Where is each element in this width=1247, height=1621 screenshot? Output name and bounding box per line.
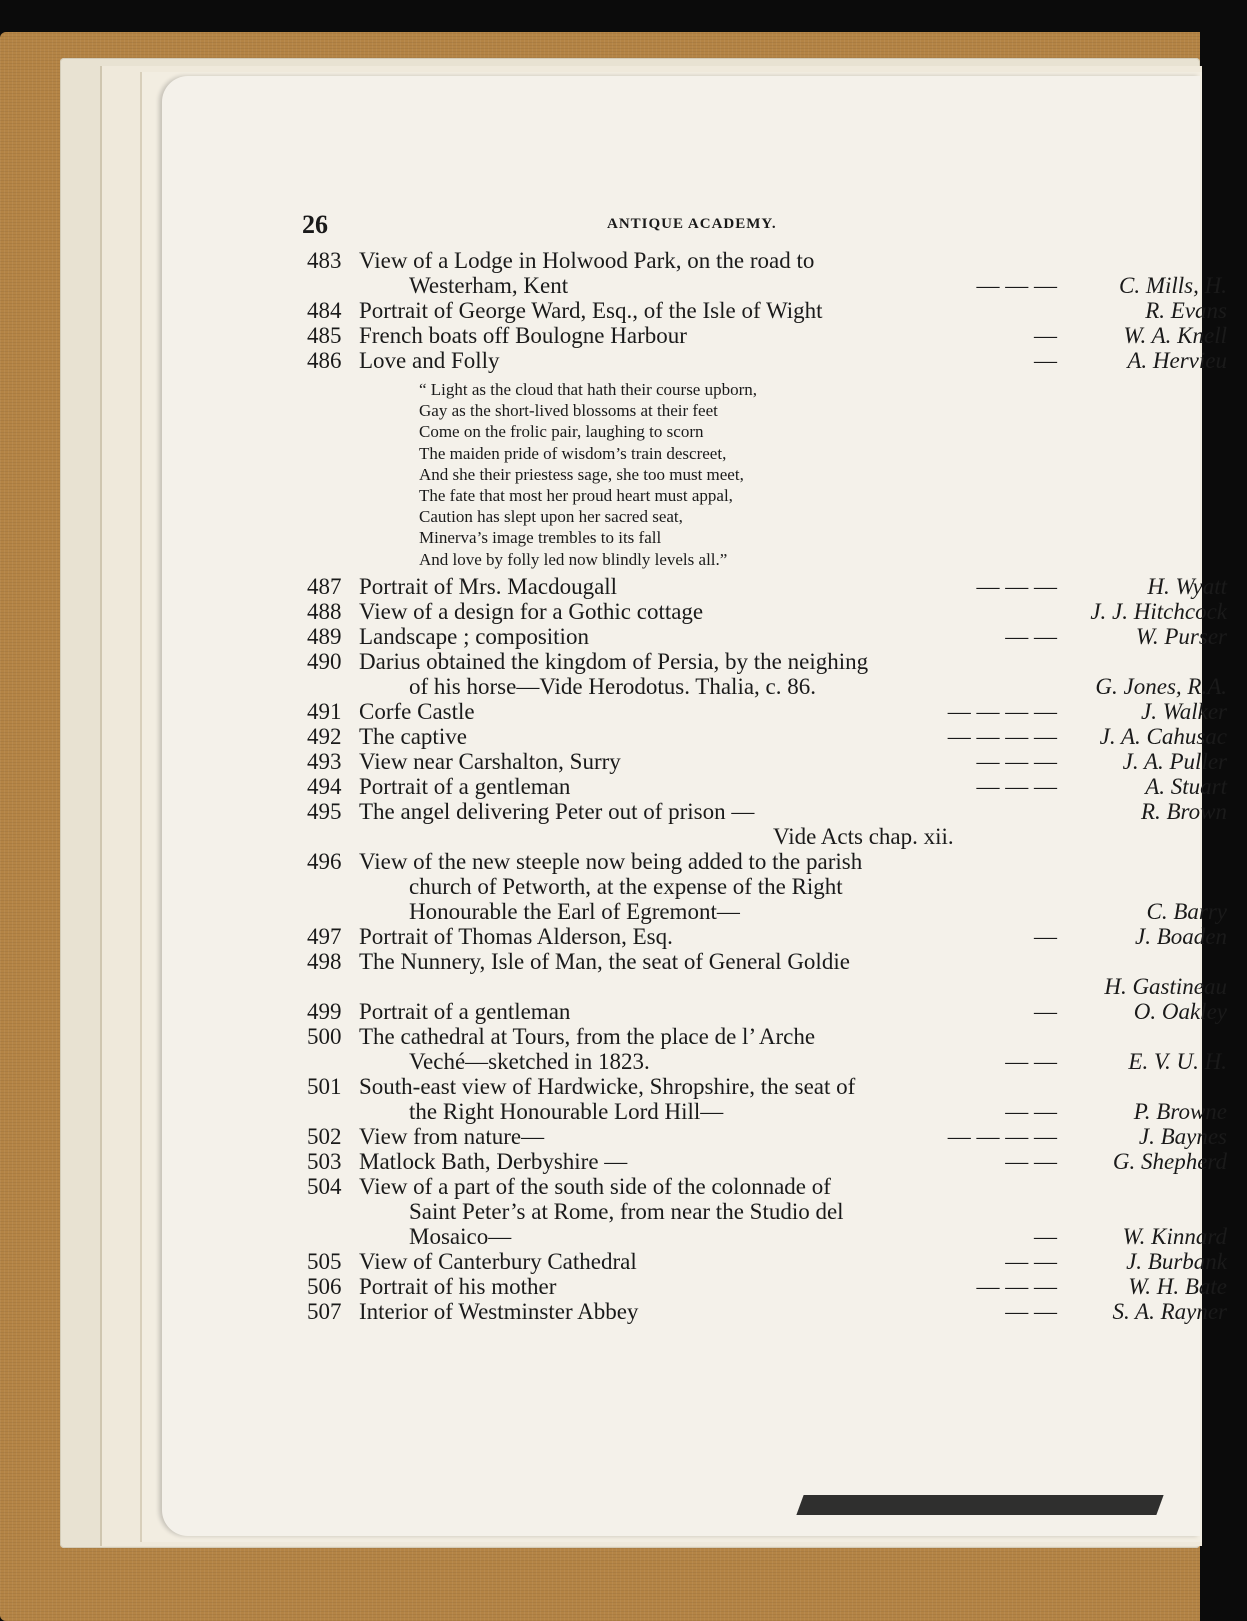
entry-number: 484: [307, 298, 342, 323]
catalogue-entry: [307, 1024, 1227, 1074]
catalogue-entry: [307, 924, 1227, 949]
entry-artist: J. Baynes: [1138, 1123, 1227, 1149]
entry-reference: Vide Acts chap. xii.: [773, 823, 954, 849]
poem-line: The maiden pride of wisdom’s train descreet,: [419, 443, 727, 463]
entry-continuation-line: [307, 674, 1227, 699]
entry-title: The angel delivering Peter out of prison —: [359, 798, 755, 824]
entry-title: Westerham, Kent: [409, 273, 569, 298]
entry-continuation-line: [307, 1049, 1227, 1074]
entry-continuation-line: [307, 1224, 1227, 1249]
entry-first-line: [307, 599, 1227, 624]
entry-dashes: — — —: [976, 273, 1057, 298]
entry-first-line: [307, 1174, 1227, 1199]
poem-line: The fate that most her proud heart must appal,: [419, 486, 733, 506]
catalogue-entry: [307, 1274, 1227, 1299]
entry-title: South-east view of Hardwicke, Shropshire, the seat of: [359, 1073, 856, 1099]
catalogue-entry: [307, 298, 1227, 323]
catalogue-entry: [307, 1249, 1227, 1274]
catalogue-entry: [307, 724, 1227, 749]
entry-title: Honourable the Earl of Egremont—: [409, 898, 740, 924]
entry-dashes: —: [1034, 998, 1057, 1024]
entry-artist: J. Burbank: [1126, 1248, 1227, 1274]
entry-number: 489: [307, 623, 342, 649]
entry-artist: A. Stuart: [1145, 773, 1227, 799]
entry-dashes: — —: [1005, 1098, 1057, 1124]
entry-dashes: — —: [1005, 1248, 1057, 1274]
entry-title: Portrait of a gentleman: [359, 773, 571, 799]
binding-shadow: [796, 1495, 1163, 1515]
catalogue-entry: [307, 799, 1227, 849]
entry-title: Portrait of George Ward, Esq., of the Isle of Wight: [359, 298, 823, 323]
catalogue-entry: [307, 323, 1227, 348]
entry-title: View of a design for a Gothic cottage: [359, 598, 704, 624]
catalogue-entry: [307, 774, 1227, 799]
entry-number: 487: [307, 573, 342, 599]
entry-artist: W. Kinnard: [1122, 1223, 1227, 1249]
entry-artist: C. Mills, H.: [1119, 273, 1227, 298]
entry-title: The captive: [359, 723, 467, 749]
entry-continuation-line: [307, 273, 1227, 298]
entry-dashes: — —: [1005, 1148, 1057, 1174]
catalogue-entry: [307, 949, 1227, 999]
catalogue-entry: [307, 649, 1227, 699]
entry-number: 485: [307, 323, 342, 348]
entry-artist: P. Browne: [1133, 1098, 1227, 1124]
poem-line: And love by folly led now blindly levels all.”: [419, 549, 728, 569]
entry-title: Landscape ; composition: [359, 623, 589, 649]
entry-first-line: [307, 1124, 1227, 1149]
entry-title: View from nature—: [359, 1123, 545, 1149]
entry-continuation-line: [307, 874, 1227, 899]
catalogue-entry: [307, 1174, 1227, 1249]
entry-artist: J. J. Hitchcock: [1090, 598, 1227, 624]
entry-number: 491: [307, 698, 342, 724]
entry-first-line: [307, 799, 1227, 824]
entry-number: 496: [307, 848, 342, 874]
catalogue-entry: [307, 1074, 1227, 1124]
entry-first-line: [307, 348, 1227, 373]
entry-title: Interior of Westminster Abbey: [359, 1298, 639, 1324]
entry-first-line: [307, 999, 1227, 1024]
entry-title: Matlock Bath, Derbyshire —: [359, 1148, 628, 1174]
entry-title: The cathedral at Tours, from the place de l’ Arche: [359, 1023, 816, 1049]
entries-after-poem: [307, 574, 1227, 1324]
entry-number: 488: [307, 598, 342, 624]
entry-title: Portrait of a gentleman: [359, 998, 571, 1024]
entry-number: 505: [307, 1248, 342, 1274]
entry-title: Corfe Castle: [359, 698, 475, 724]
entry-number: 493: [307, 748, 342, 774]
entry-first-line: [307, 949, 1227, 974]
entry-dashes: —: [1034, 1223, 1057, 1249]
entry-dashes: — — —: [976, 748, 1057, 774]
entry-title: Saint Peter’s at Rome, from near the Studio del: [409, 1198, 844, 1224]
entry-artist: R. Brown: [1140, 798, 1227, 824]
entry-first-line: [307, 298, 1227, 323]
entry-number: 506: [307, 1273, 342, 1299]
entry-artist: G. Shepherd: [1112, 1148, 1227, 1174]
entry-dashes: — — —: [976, 573, 1057, 599]
entry-number: 498: [307, 948, 342, 974]
entry-title: The Nunnery, Isle of Man, the seat of General Goldie: [359, 948, 850, 974]
catalogue-entry: [307, 1299, 1227, 1324]
page-header: [302, 210, 1247, 250]
entry-title: View of the new steeple now being added to the parish: [359, 848, 863, 874]
entry-first-line: [307, 1249, 1227, 1274]
entry-number: 501: [307, 1073, 342, 1099]
entry-continuation-line: [307, 1099, 1227, 1124]
catalogue-entry: [307, 348, 1227, 373]
entry-first-line: [307, 849, 1227, 874]
catalogue-entry: [307, 699, 1227, 724]
entry-first-line: [307, 1074, 1227, 1099]
entry-artist: W. A. Knell: [1123, 323, 1227, 348]
entry-continuation-line: [307, 899, 1227, 924]
entry-dashes: — — —: [976, 1273, 1057, 1299]
catalogue-entry: [307, 1149, 1227, 1174]
entry-title: Veché—sketched in 1823.: [409, 1048, 650, 1074]
entry-dashes: —: [1034, 923, 1057, 949]
entry-artist: W. H. Bate: [1128, 1273, 1227, 1299]
entry-title: Love and Folly: [359, 348, 500, 373]
entry-first-line: [307, 724, 1227, 749]
entry-dashes: —: [1034, 348, 1057, 373]
entry-number: 504: [307, 1173, 342, 1199]
entry-first-line: [307, 624, 1227, 649]
entry-number: 495: [307, 798, 342, 824]
entry-dashes: — — — —: [947, 698, 1057, 724]
entry-dashes: — — — —: [947, 723, 1057, 749]
entry-first-line: [307, 1024, 1227, 1049]
entry-title: View of a Lodge in Holwood Park, on the road to: [359, 248, 815, 273]
catalogue-entry: [307, 749, 1227, 774]
entry-artist: J. Walker: [1140, 698, 1227, 724]
entry-title: View near Carshalton, Surry: [359, 748, 621, 774]
entries-before-poem: [307, 248, 1227, 373]
entry-title: the Right Honourable Lord Hill—: [409, 1098, 724, 1124]
entry-artist: A. Hervieu: [1127, 348, 1227, 373]
catalogue-entry: [307, 1124, 1227, 1149]
catalogue-entry: [307, 599, 1227, 624]
entry-first-line: [307, 649, 1227, 674]
entry-title: Portrait of his mother: [359, 1273, 557, 1299]
entry-dashes: —: [1034, 323, 1057, 348]
entry-artist: E. V. U. H.: [1128, 1048, 1227, 1074]
poem-line: “ Light as the cloud that hath their course upborn,: [419, 380, 758, 399]
entry-number: 497: [307, 923, 342, 949]
entry-artist: J. A. Puller: [1122, 748, 1227, 774]
entry-first-line: [307, 749, 1227, 774]
poem-line: Come on the frolic pair, laughing to scorn: [419, 422, 704, 442]
entry-artist: J. A. Cahusac: [1099, 723, 1227, 749]
entry-artist: R. Evans: [1145, 298, 1227, 323]
poem-line: Caution has slept upon her sacred seat,: [419, 507, 683, 527]
catalogue-page: [162, 76, 1227, 1536]
entry-number: 486: [307, 348, 342, 373]
entry-title: Darius obtained the kingdom of Persia, by the neighing: [359, 648, 869, 674]
entry-number: 483: [307, 248, 342, 273]
entry-artist: C. Barry: [1146, 898, 1227, 924]
catalogue-entry: [307, 248, 1227, 298]
entry-continuation-line: [307, 1199, 1227, 1224]
entry-number: 502: [307, 1123, 342, 1149]
entry-first-line: [307, 774, 1227, 799]
poem-line: And she their priestess sage, she too must meet,: [419, 464, 744, 484]
poem-line: Gay as the short-lived blossoms at their feet: [419, 401, 718, 421]
entry-first-line: [307, 1274, 1227, 1299]
entry-number: 492: [307, 723, 342, 749]
entry-title: Portrait of Mrs. Macdougall: [359, 573, 618, 599]
entry-title: French boats off Boulogne Harbour: [359, 323, 687, 348]
catalogue-entry: [307, 999, 1227, 1024]
entry-number: 507: [307, 1298, 342, 1324]
entry-number: 503: [307, 1148, 342, 1174]
entry-first-line: [307, 248, 1227, 273]
entry-dashes: — — —: [976, 773, 1057, 799]
running-head: ANTIQUE ACADEMY.: [607, 216, 777, 232]
entry-artist: H. Gastineau: [1104, 973, 1227, 999]
entry-artist: H. Wyatt: [1147, 573, 1227, 599]
entry-dashes: — —: [1005, 1048, 1057, 1074]
entry-title: Mosaico—: [409, 1223, 512, 1249]
entry-number: 494: [307, 773, 342, 799]
poem-line: Minerva’s image trembles to its fall: [419, 528, 662, 548]
entry-number: 500: [307, 1023, 342, 1049]
entry-first-line: [307, 574, 1227, 599]
entry-number: 490: [307, 648, 342, 674]
entry-artist: G. Jones, R.A.: [1095, 673, 1227, 699]
entry-title: View of Canterbury Cathedral: [359, 1248, 637, 1274]
entry-title: Portrait of Thomas Alderson, Esq.: [359, 923, 673, 949]
catalogue-entry: [307, 624, 1227, 649]
entry-first-line: [307, 1299, 1227, 1324]
entry-artist: W. Purser: [1135, 623, 1227, 649]
entry-artist: S. A. Rayner: [1112, 1298, 1227, 1324]
entry-first-line: [307, 699, 1227, 724]
catalogue-entry: [307, 574, 1227, 599]
entry-dashes: — — — —: [947, 1123, 1057, 1149]
entry-title: View of a part of the south side of the colonnade of: [359, 1173, 831, 1199]
catalogue-entries: [307, 248, 1227, 1324]
entry-number: 499: [307, 998, 342, 1024]
entry-title: of his horse—Vide Herodotus. Thalia, c. 86.: [409, 673, 817, 699]
entry-dashes: — —: [1005, 1298, 1057, 1324]
entry-first-line: [307, 1149, 1227, 1174]
entry-first-line: [307, 924, 1227, 949]
entry-title: church of Petworth, at the expense of the Right: [409, 873, 843, 899]
entry-dashes: — —: [1005, 623, 1057, 649]
poem-quotation: [307, 379, 1227, 570]
entry-artist: O. Oakley: [1133, 998, 1227, 1024]
entry-first-line: [307, 323, 1227, 348]
page-number: 26: [302, 210, 328, 239]
entry-artist: J. Boaden: [1135, 923, 1227, 949]
catalogue-entry: [307, 849, 1227, 924]
